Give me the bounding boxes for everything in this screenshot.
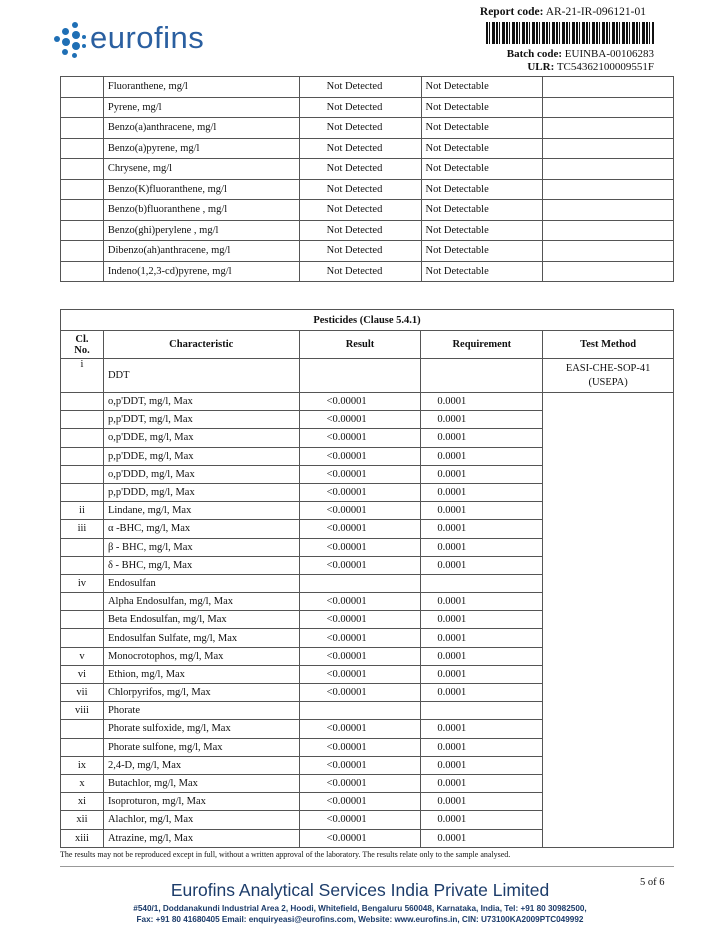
result-cell: <0.00001 [299, 811, 421, 829]
result-cell: <0.00001 [299, 538, 421, 556]
characteristic-cell: Phorate [103, 702, 299, 720]
pesticides-title: Pesticides (Clause 5.4.1) [61, 310, 674, 331]
cl-no-cell: xiii [61, 829, 104, 847]
cl-no-cell: vii [61, 684, 104, 702]
cl-no-cell: iv [61, 574, 104, 592]
disclaimer: The results may not be reproduced except in full, without a written approval of the laboratory. The results relate only to the sample analysed. [60, 850, 511, 859]
cl-no-cell [61, 447, 104, 465]
characteristic-cell: Beta Endosulfan, mg/l, Max [103, 611, 299, 629]
cl-no-cell [61, 261, 104, 282]
result-cell: <0.00001 [299, 502, 421, 520]
cl-no-cell [61, 593, 104, 611]
result-cell: Not Detected [299, 200, 421, 221]
result-cell: Not Detected [299, 159, 421, 180]
requirement-cell: 0.0001 [421, 811, 543, 829]
eurofins-dots-icon [52, 22, 86, 58]
page-number: 5 of 6 [640, 877, 665, 888]
batch-info: Batch code: EUINBA-00106283 ULR: TC54362100009551F [506, 48, 654, 73]
requirement-cell: 0.0001 [421, 665, 543, 683]
requirement-cell: 0.0001 [421, 720, 543, 738]
characteristic-cell: Benzo(K)fluoranthene, mg/l [103, 179, 299, 200]
characteristic-cell: β - BHC, mg/l, Max [103, 538, 299, 556]
result-cell: <0.00001 [299, 756, 421, 774]
characteristic-cell: p,p'DDT, mg/l, Max [103, 411, 299, 429]
result-cell [299, 359, 421, 393]
requirement-cell: 0.0001 [421, 538, 543, 556]
requirement-cell: 0.0001 [421, 793, 543, 811]
characteristic-cell: o,p'DDE, mg/l, Max [103, 429, 299, 447]
company-address: #540/1, Doddanakundi Industrial Area 2, Hoodi, Whitefield, Bengaluru 560048, Karnataka, India, Tel: +91 80 30982500, Fax: +91 80 41680405 Email: enquiryeasi@eurofins.com, Website: www.eurofins.in, CIN: U73100KA2009PTC049992 [133, 904, 587, 924]
requirement-cell: 0.0001 [421, 429, 543, 447]
col-result: Result [299, 331, 421, 359]
requirement-cell: 0.0001 [421, 756, 543, 774]
cl-no-cell [61, 556, 104, 574]
cl-no-cell [61, 241, 104, 262]
requirement-cell: Not Detectable [421, 220, 543, 241]
characteristic-cell: Alpha Endosulfan, mg/l, Max [103, 593, 299, 611]
result-cell: Not Detected [299, 97, 421, 118]
cl-no-cell: iii [61, 520, 104, 538]
requirement-cell: 0.0001 [421, 774, 543, 792]
requirement-cell [421, 702, 543, 720]
result-cell: Not Detected [299, 261, 421, 282]
report-code: Report code: AR-21-IR-096121-01 [479, 6, 646, 18]
requirement-cell: Not Detectable [421, 97, 543, 118]
result-cell: <0.00001 [299, 793, 421, 811]
cl-no-cell [61, 483, 104, 501]
result-cell: Not Detected [299, 118, 421, 139]
characteristic-cell: Endosulfan [103, 574, 299, 592]
requirement-cell: 0.0001 [421, 465, 543, 483]
result-cell: <0.00001 [299, 520, 421, 538]
requirement-cell: 0.0001 [421, 483, 543, 501]
result-cell: Not Detected [299, 179, 421, 200]
cl-no-cell [61, 611, 104, 629]
table-row [61, 359, 674, 393]
logo-text: eurofins [90, 20, 205, 55]
barcode [486, 22, 654, 44]
characteristic-cell: Endosulfan Sulfate, mg/l, Max [103, 629, 299, 647]
requirement-cell: 0.0001 [421, 520, 543, 538]
characteristic-cell: p,p'DDD, mg/l, Max [103, 483, 299, 501]
requirement-cell: 0.0001 [421, 502, 543, 520]
cl-no-cell: v [61, 647, 104, 665]
characteristic-cell: Phorate sulfoxide, mg/l, Max [103, 720, 299, 738]
cl-no-cell [61, 179, 104, 200]
test-method-cell [543, 200, 674, 221]
cl-no-cell [61, 720, 104, 738]
result-cell [299, 574, 421, 592]
characteristic-cell: Dibenzo(ah)anthracene, mg/l [103, 241, 299, 262]
cl-no-cell: x [61, 774, 104, 792]
cl-no-cell: i [61, 359, 104, 393]
characteristic-cell: α -BHC, mg/l, Max [103, 520, 299, 538]
characteristic-cell: δ - BHC, mg/l, Max [103, 556, 299, 574]
result-cell: Not Detected [299, 138, 421, 159]
result-cell: Not Detected [299, 77, 421, 98]
characteristic-cell: Benzo(a)pyrene, mg/l [103, 138, 299, 159]
cl-no-cell [61, 738, 104, 756]
test-method-cell [543, 77, 674, 98]
cl-no-cell [61, 629, 104, 647]
requirement-cell: Not Detectable [421, 200, 543, 221]
characteristic-cell: p,p'DDE, mg/l, Max [103, 447, 299, 465]
table-row [61, 77, 674, 98]
result-cell: Not Detected [299, 241, 421, 262]
characteristic-cell: Butachlor, mg/l, Max [103, 774, 299, 792]
characteristic-cell: Alachlor, mg/l, Max [103, 811, 299, 829]
test-method-cell [543, 220, 674, 241]
test-method-cell [543, 159, 674, 180]
table-row [61, 179, 674, 200]
test-method-cell [543, 261, 674, 282]
table-row [61, 97, 674, 118]
test-method-cell [543, 97, 674, 118]
cl-no-cell [61, 220, 104, 241]
requirement-cell: Not Detectable [421, 138, 543, 159]
requirement-cell: Not Detectable [421, 77, 543, 98]
characteristic-cell: Pyrene, mg/l [103, 97, 299, 118]
characteristic-cell: Chlorpyrifos, mg/l, Max [103, 684, 299, 702]
characteristic-cell: Fluoranthene, mg/l [103, 77, 299, 98]
test-method-cell: EASI-CHE-SOP-41 (USEPA) [543, 359, 674, 393]
characteristic-cell: o,p'DDD, mg/l, Max [103, 465, 299, 483]
cl-no-cell: ii [61, 502, 104, 520]
table-row [61, 261, 674, 282]
characteristic-cell: o,p'DDT, mg/l, Max [103, 393, 299, 411]
requirement-cell: 0.0001 [421, 593, 543, 611]
table-row [61, 118, 674, 139]
test-method-span-cell [543, 393, 674, 848]
requirement-cell: Not Detectable [421, 241, 543, 262]
characteristic-cell: 2,4-D, mg/l, Max [103, 756, 299, 774]
requirement-cell [421, 359, 543, 393]
test-method-cell [543, 241, 674, 262]
requirement-cell: 0.0001 [421, 684, 543, 702]
result-cell: <0.00001 [299, 684, 421, 702]
requirement-cell: 0.0001 [421, 393, 543, 411]
characteristic-cell: Phorate sulfone, mg/l, Max [103, 738, 299, 756]
footer-divider [60, 866, 674, 867]
cl-no-cell [61, 200, 104, 221]
pesticides-table [60, 309, 674, 848]
cl-no-cell [61, 429, 104, 447]
requirement-cell: 0.0001 [421, 829, 543, 847]
cl-no-cell [61, 465, 104, 483]
col-test-method: Test Method [543, 331, 674, 359]
cl-no-cell [61, 159, 104, 180]
cl-no-cell: xii [61, 811, 104, 829]
result-cell: <0.00001 [299, 393, 421, 411]
characteristic-cell: Atrazine, mg/l, Max [103, 829, 299, 847]
requirement-cell: 0.0001 [421, 738, 543, 756]
characteristic-cell: Isoproturon, mg/l, Max [103, 793, 299, 811]
requirement-cell: Not Detectable [421, 159, 543, 180]
table-row [61, 220, 674, 241]
table-row [61, 138, 674, 159]
requirement-cell: 0.0001 [421, 447, 543, 465]
result-cell: <0.00001 [299, 483, 421, 501]
requirement-cell: 0.0001 [421, 629, 543, 647]
cl-no-cell [61, 77, 104, 98]
result-cell: <0.00001 [299, 738, 421, 756]
result-cell: <0.00001 [299, 647, 421, 665]
characteristic-cell: Ethion, mg/l, Max [103, 665, 299, 683]
requirement-cell: Not Detectable [421, 179, 543, 200]
cl-no-cell [61, 97, 104, 118]
requirement-cell [421, 574, 543, 592]
test-method-cell [543, 138, 674, 159]
requirement-cell: 0.0001 [421, 647, 543, 665]
requirement-cell: 0.0001 [421, 411, 543, 429]
requirement-cell: 0.0001 [421, 611, 543, 629]
characteristic-cell: Benzo(b)fluoranthene , mg/l [103, 200, 299, 221]
company-name: Eurofins Analytical Services India Private Limited [170, 880, 550, 900]
cl-no-cell [61, 118, 104, 139]
table-row [61, 159, 674, 180]
characteristic-cell: Benzo(a)anthracene, mg/l [103, 118, 299, 139]
characteristic-cell: Indeno(1,2,3-cd)pyrene, mg/l [103, 261, 299, 282]
characteristic-cell: DDT [103, 359, 299, 393]
table-row [61, 200, 674, 221]
result-cell: <0.00001 [299, 556, 421, 574]
result-cell: <0.00001 [299, 774, 421, 792]
requirement-cell: 0.0001 [421, 556, 543, 574]
cl-no-cell: ix [61, 756, 104, 774]
requirement-cell: Not Detectable [421, 118, 543, 139]
result-cell: <0.00001 [299, 665, 421, 683]
requirement-cell: Not Detectable [421, 261, 543, 282]
result-cell: <0.00001 [299, 411, 421, 429]
test-method-cell [543, 179, 674, 200]
cl-no-cell: viii [61, 702, 104, 720]
characteristic-cell: Chrysene, mg/l [103, 159, 299, 180]
table-row [61, 393, 674, 411]
col-characteristic: Characteristic [103, 331, 299, 359]
cl-no-cell [61, 538, 104, 556]
pah-table [60, 76, 674, 282]
col-cl-no: Cl. No. [61, 331, 104, 359]
characteristic-cell: Lindane, mg/l, Max [103, 502, 299, 520]
result-cell: <0.00001 [299, 465, 421, 483]
result-cell [299, 702, 421, 720]
cl-no-cell: xi [61, 793, 104, 811]
table-row [61, 241, 674, 262]
result-cell: <0.00001 [299, 611, 421, 629]
result-cell: <0.00001 [299, 629, 421, 647]
result-cell: Not Detected [299, 220, 421, 241]
characteristic-cell: Monocrotophos, mg/l, Max [103, 647, 299, 665]
result-cell: <0.00001 [299, 720, 421, 738]
result-cell: <0.00001 [299, 429, 421, 447]
characteristic-cell: Benzo(ghi)perylene , mg/l [103, 220, 299, 241]
result-cell: <0.00001 [299, 447, 421, 465]
col-requirement: Requirement [421, 331, 543, 359]
result-cell: <0.00001 [299, 829, 421, 847]
cl-no-cell [61, 138, 104, 159]
cl-no-cell: vi [61, 665, 104, 683]
eurofins-logo [52, 20, 252, 64]
cl-no-cell [61, 393, 104, 411]
cl-no-cell [61, 411, 104, 429]
test-method-cell [543, 118, 674, 139]
result-cell: <0.00001 [299, 593, 421, 611]
